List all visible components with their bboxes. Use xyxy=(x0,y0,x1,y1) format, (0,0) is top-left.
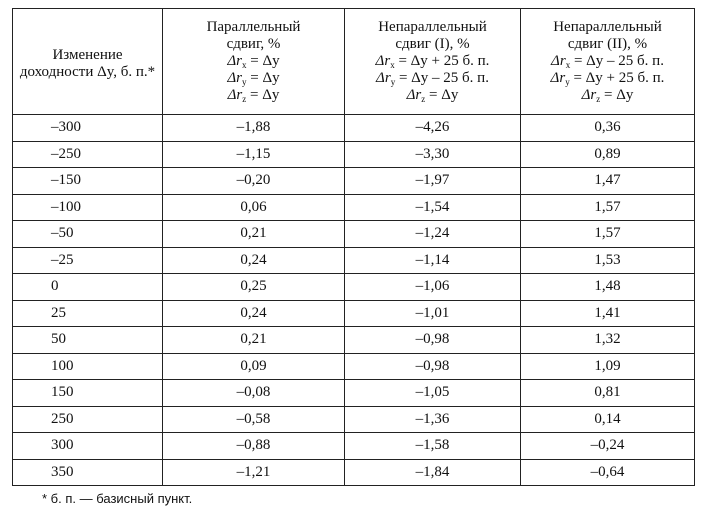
value-cell: –1,88 xyxy=(163,115,345,142)
value-cell: 0,21 xyxy=(163,221,345,248)
header-title-line: сдвиг, % xyxy=(226,36,281,52)
header-yield-change-line2: доходности Δy, б. п.* xyxy=(19,63,156,80)
value-cell: –1,97 xyxy=(345,168,521,195)
table-row xyxy=(13,353,695,380)
value-cell: –0,98 xyxy=(345,327,521,354)
header-equation: $\Delta r_y = \Delta y$ xyxy=(227,70,280,87)
table-row xyxy=(13,141,695,168)
value-cell: 0,06 xyxy=(163,194,345,221)
header-equation: $\Delta r_z = \Delta y$ xyxy=(581,87,634,104)
header-nonparallel-shift-1 xyxy=(345,9,521,115)
yield-shift-table xyxy=(12,8,695,486)
footnote: * б. п. — базисный пункт. xyxy=(42,491,193,506)
yield-change-cell: –150 xyxy=(13,168,163,195)
yield-change-cell: 25 xyxy=(13,300,163,327)
table-row xyxy=(13,247,695,274)
header-title-line: Параллельный xyxy=(206,19,301,35)
value-cell: –1,21 xyxy=(163,459,345,486)
table-row xyxy=(13,459,695,486)
value-cell: –1,05 xyxy=(345,380,521,407)
value-cell: 0,24 xyxy=(163,247,345,274)
value-cell: 1,57 xyxy=(521,221,695,248)
yield-change-cell: 300 xyxy=(13,433,163,460)
header-title-line: Непараллельный xyxy=(553,19,662,35)
value-cell: 0,81 xyxy=(521,380,695,407)
value-cell: –1,58 xyxy=(345,433,521,460)
value-cell: –1,84 xyxy=(345,459,521,486)
value-cell: –0,98 xyxy=(345,353,521,380)
header-row xyxy=(13,9,695,115)
table-row xyxy=(13,221,695,248)
header-title-line: сдвиг (I), % xyxy=(395,36,470,52)
table-row xyxy=(13,327,695,354)
value-cell: 1,09 xyxy=(521,353,695,380)
header-equation: $\Delta r_x = \Delta y$ xyxy=(227,53,280,70)
value-cell: –0,88 xyxy=(163,433,345,460)
header-title-line: Непараллельный xyxy=(378,19,487,35)
value-cell: –0,08 xyxy=(163,380,345,407)
table-row xyxy=(13,380,695,407)
value-cell: 0,24 xyxy=(163,300,345,327)
header-parallel-shift xyxy=(163,9,345,115)
table-row xyxy=(13,300,695,327)
value-cell: –0,64 xyxy=(521,459,695,486)
yield-change-cell: –250 xyxy=(13,141,163,168)
table-row xyxy=(13,433,695,460)
value-cell: 1,57 xyxy=(521,194,695,221)
value-cell: 1,47 xyxy=(521,168,695,195)
value-cell: –0,58 xyxy=(163,406,345,433)
table-row xyxy=(13,274,695,301)
value-cell: 1,53 xyxy=(521,247,695,274)
value-cell: 0,36 xyxy=(521,115,695,142)
table-row xyxy=(13,406,695,433)
table-body xyxy=(13,115,695,486)
value-cell: 0,14 xyxy=(521,406,695,433)
value-cell: 1,32 xyxy=(521,327,695,354)
value-cell: 0,21 xyxy=(163,327,345,354)
header-yield-change xyxy=(13,9,163,115)
yield-change-cell: 250 xyxy=(13,406,163,433)
value-cell: 0,25 xyxy=(163,274,345,301)
header-nonparallel-shift-2 xyxy=(521,9,695,115)
value-cell: –3,30 xyxy=(345,141,521,168)
value-cell: –0,20 xyxy=(163,168,345,195)
yield-change-cell: –50 xyxy=(13,221,163,248)
value-cell: –1,01 xyxy=(345,300,521,327)
value-cell: –4,26 xyxy=(345,115,521,142)
yield-change-cell: –100 xyxy=(13,194,163,221)
yield-change-cell: 0 xyxy=(13,274,163,301)
value-cell: 1,41 xyxy=(521,300,695,327)
header-equation: $\Delta r_x = \Delta y + 25$ б. п. xyxy=(375,53,490,70)
table-row xyxy=(13,115,695,142)
value-cell: –1,36 xyxy=(345,406,521,433)
value-cell: 1,48 xyxy=(521,274,695,301)
value-cell: –1,24 xyxy=(345,221,521,248)
yield-change-cell: 150 xyxy=(13,380,163,407)
value-cell: –1,06 xyxy=(345,274,521,301)
yield-change-cell: –25 xyxy=(13,247,163,274)
value-cell: –1,14 xyxy=(345,247,521,274)
value-cell: 0,89 xyxy=(521,141,695,168)
value-cell: –1,54 xyxy=(345,194,521,221)
table-row xyxy=(13,168,695,195)
yield-change-cell: 100 xyxy=(13,353,163,380)
header-equation: $\Delta r_y = \Delta y + 25$ б. п. xyxy=(550,70,665,87)
header-equation: $\Delta r_x = \Delta y - 25$ б. п. xyxy=(551,53,664,70)
yield-change-cell: –300 xyxy=(13,115,163,142)
yield-change-cell: 50 xyxy=(13,327,163,354)
header-equation: $\Delta r_y = \Delta y - 25$ б. п. xyxy=(376,70,489,87)
header-equation: $\Delta r_z = \Delta y$ xyxy=(406,87,459,104)
yield-change-cell: 350 xyxy=(13,459,163,486)
value-cell: –1,15 xyxy=(163,141,345,168)
header-equation: $\Delta r_z = \Delta y$ xyxy=(227,87,280,104)
header-yield-change-line1: Изменение xyxy=(52,46,123,63)
header-title-line: сдвиг (II), % xyxy=(567,36,648,52)
table-row xyxy=(13,194,695,221)
value-cell: –0,24 xyxy=(521,433,695,460)
value-cell: 0,09 xyxy=(163,353,345,380)
